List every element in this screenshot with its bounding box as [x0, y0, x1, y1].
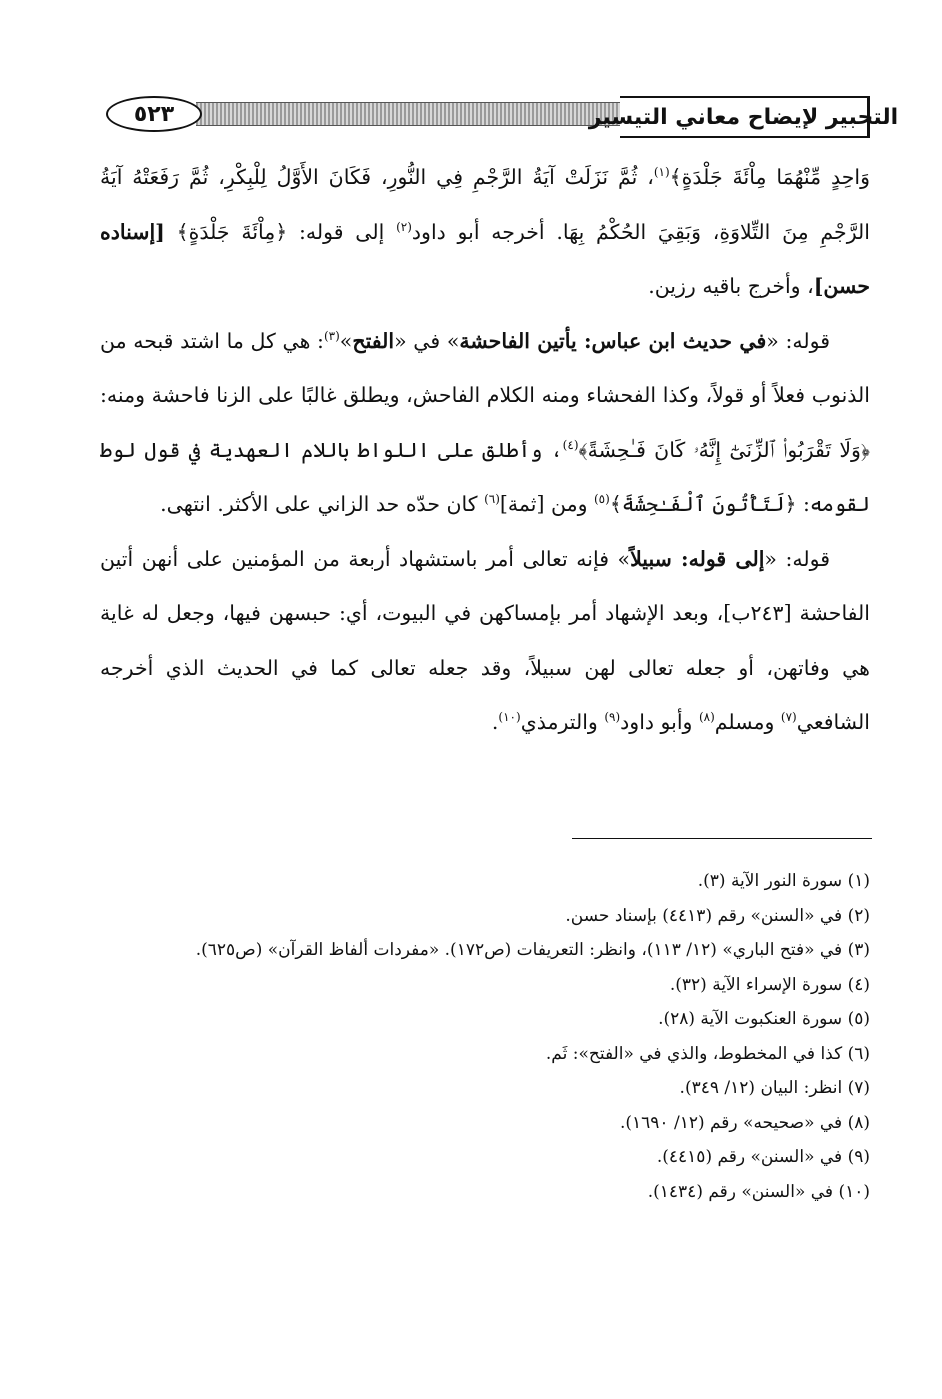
footnote-6: (٦) كذا في المخطوط، والذي في «الفتح»: ثَم. [545, 1043, 870, 1064]
footnote-ref: (٣) [323, 328, 340, 343]
footnote-4: (٤) سورة الإسراء الآية (٣٢). [669, 974, 870, 995]
footnote-ref: (٢) [396, 219, 412, 234]
footnote-10: (١٠) في «السنن» رقم (١٤٣٤). [647, 1181, 870, 1202]
text-run: » [339, 328, 353, 353]
quran-quote: وَاحِدٍ مِّنْهُمَا مِاْئَةَ جَلْدَةٍ﴾ [669, 165, 870, 189]
footnote-ref: (٤) [562, 437, 579, 452]
footnote-ref: (٥) [593, 492, 610, 507]
paragraph-3 [100, 532, 870, 750]
footnote-ref: (٦) [484, 492, 500, 507]
text-run: قوله: « [764, 546, 830, 571]
text-run: ومن [ثمة] [499, 492, 594, 516]
footnote-ref: (١٠) [498, 710, 521, 725]
text-run: وأبو داود [620, 710, 699, 734]
paragraph-2 [100, 314, 870, 532]
text-run: ، وأخرج باقيه رزين. [648, 274, 814, 298]
text-run: » في « [394, 328, 460, 353]
text-run: إلى قوله: ﴿مِاْئَةَ جَلْدَةٍ﴾ [164, 219, 397, 244]
text-run: قوله: « [766, 328, 830, 353]
footnote-ref: (٨) [698, 710, 715, 725]
text-run: . [491, 710, 499, 734]
header-decorative-stripe [196, 102, 630, 126]
footnote-ref: (٧) [780, 710, 797, 725]
bold-phrase: في حديث ابن عباس: يأتين الفاحشة [459, 328, 767, 353]
bold-phrase: إلى قوله: سبيلاً [630, 546, 765, 571]
isnad-grade: [إسناده حسن] [100, 219, 870, 298]
text-run: ومسلم [714, 710, 781, 734]
page-header [100, 96, 899, 148]
footnote-separator [572, 838, 872, 839]
bold-phrase: الفتح [352, 328, 395, 353]
footnote-5: (٥) سورة العنكبوت الآية (٢٨). [658, 1009, 870, 1029]
text-run: » فإنه تعالى أمر باستشهاد أربعة من المؤمنين على أنهن أتين الفاحشة [٢٤٣ب]، وبعد الإشهاد أمر بإمساكهن في البيوت، أي: حبسهن فيها، وجعل له غاية هي وفاتهن، أو جعله تعالى لهن سبيلاً، وقد جعله تعالى كما في الحديث الذي أخرجه الشافعي [100, 546, 870, 734]
text-run: : هي كل ما اشتد قبحه من الذنوب فعلاً أو قولاً، وكذا الفحشاء ومنه الكلام الفاحش، ويطلق غالبًا على الزنا فاحشة ومنه: ﴿وَلَا تَقْرَبُوا۟ ٱلزِّنَىٰٓ إِنَّهُۥ كَانَ فَـٰحِشَةً﴾ [100, 328, 870, 462]
text-run: كان حدّه حد الزاني على الأكثر. انتهى. [160, 492, 485, 516]
footnote-2: (٢) في «السنن» رقم (٤٤١٣) بإسناد حسن. [565, 905, 870, 926]
footnote-8: (٨) في «صحيحه» رقم (١٢/ ١٦٩٠). [619, 1112, 870, 1133]
footnote-1: (١) سورة النور الآية (٣). [697, 871, 870, 891]
text-run: ، وأطلق على اللواط باللام العهدية في قول لوط لقومه: ﴿لَتَأْتُونَ ٱلْفَـٰحِشَةَ﴾ [100, 437, 870, 516]
footnote-3: (٣) في «فتح الباري» (١٢/ ١١٣)، وانظر: التعريفات (ص١٧٢). «مفردات ألفاظ القرآن» (ص٦٢٥). [195, 940, 870, 960]
main-text [100, 150, 870, 750]
text-run: والترمذي [520, 710, 605, 734]
book-title-box [588, 96, 899, 138]
text-run: ، ثُمَّ نَزَلَتْ آيَةُ الرَّجْمِ فِي النُّورِ، فَكَانَ الأَوَّلُ لِلْبِكْرِ، ثُمَّ رَفَعَتْهُ آيَةُ الرَّجْمِ مِنَ التِّلاوَةِ، وَبَقِيَ الحُكْمُ بِهَا. أخرجه أبو داود [100, 165, 870, 244]
footnotes [70, 864, 870, 1209]
paragraph-1 [100, 150, 870, 314]
footnote-ref: (٩) [604, 710, 621, 725]
footnote-7: (٧) انظر: البيان (١٢/ ٣٤٩). [679, 1078, 870, 1098]
page-number-badge [106, 96, 202, 132]
book-title: التحبير لإيضاح معاني التيسير [588, 104, 899, 130]
footnote-9: (٩) في «السنن» رقم (٤٤١٥). [656, 1147, 870, 1167]
footnote-ref: (١) [653, 165, 670, 180]
page-number: ٥٢٣ [133, 101, 175, 127]
